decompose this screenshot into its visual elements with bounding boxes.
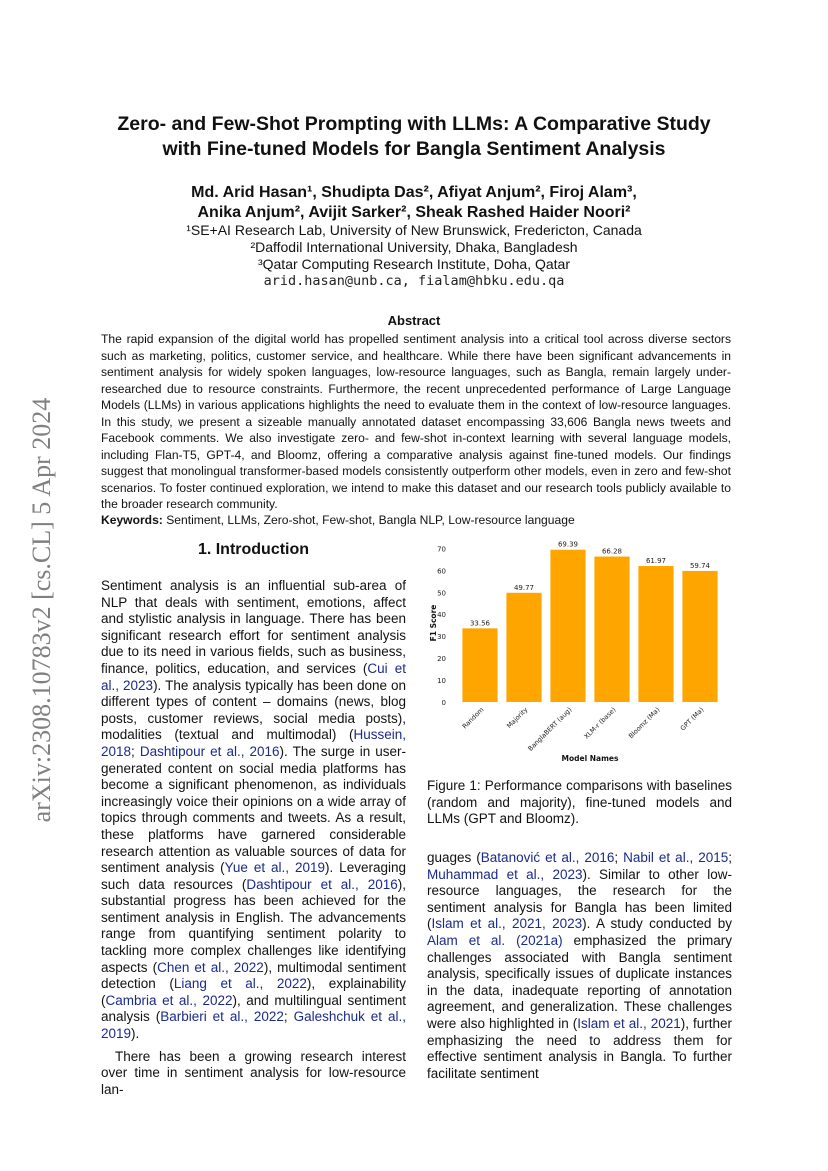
citation-link[interactable]: Batanović et al., 2016 [480, 850, 615, 865]
affiliation-2: ²Daffodil International University, Dhaka, Bangladesh [250, 239, 578, 255]
text-span: ), multimodal sentiment detection ( [101, 959, 406, 992]
text-span: ). Similar to other low-resource languages, the research for the sentiment analysis for Bangla has been limited ( [427, 866, 732, 932]
paper-title [60, 112, 768, 162]
citation-link[interactable]: Cui et al., 2023 [101, 660, 406, 693]
left-column-text [101, 578, 406, 1098]
intro-paragraph-1 [101, 578, 406, 1043]
text-span: Sentiment analysis is an influential sub-area of NLP that deals with sentiment, emotions, affect and stylistic analysis in language. There has been significant research effort for sentiment analysis due to its need in various fields, such as business, finance, politics, education, and services ( [101, 578, 406, 676]
bar [594, 557, 629, 702]
intro-paragraph-2: There has been a growing research interest over time in sentiment analysis for low-resource lan- [101, 1048, 406, 1097]
bar-value-label: 49.77 [513, 583, 535, 592]
author-emails: arid.hasan@unb.ca, fialam@hbku.edu.qa [263, 273, 565, 289]
citation-link[interactable]: Hussein, 2018 [101, 727, 406, 759]
text-span: ). The surge in user-generated content on social media platforms has become a significant phenomenon, as individuals increasingly voice their opinions on a wide array of topics through comments and tweets. As a result, these platforms have garnered considerable research attention as valuable sources of data for sentiment analysis ( [101, 743, 406, 876]
text-span: ). The analysis typically has been done on different types of content – domains (news, blog posts, customer reviews, social media posts), modalities (textual and multimodal) ( [101, 677, 407, 743]
bar [638, 566, 673, 702]
bar-value-label: 66.28 [601, 547, 623, 556]
text-span: ; [614, 850, 624, 865]
citation-link[interactable]: Barbieri et al., 2022 [160, 1009, 284, 1025]
citation-link[interactable]: Chen et al., 2022 [157, 959, 264, 975]
right-column-text [427, 850, 732, 1082]
keywords-text: Sentiment, LLMs, Zero-shot, Few-shot, Bangla NLP, Low-resource language [162, 513, 575, 527]
affiliation-3: ³Qatar Computing Research Institute, Doha, Qatar [257, 256, 571, 272]
bar [506, 593, 541, 702]
text-span: ; [283, 1009, 294, 1025]
y-tick-label: 10 [437, 677, 446, 686]
text-span: guages ( [427, 850, 481, 865]
citation-link[interactable]: Yue et al., 2019 [224, 860, 326, 876]
citation-link[interactable]: Liang et al., 2022 [173, 976, 307, 992]
y-tick-label: 50 [437, 589, 446, 598]
abstract-heading: Abstract [387, 313, 441, 328]
x-tick-label: Majority [505, 705, 530, 730]
figure-caption: Figure 1: Performance comparisons with baselines (random and majority), fine-tuned models and LLMs (GPT and Bloomz). [427, 778, 732, 827]
x-tick-label: BanglaBERT (aug) [526, 705, 574, 753]
x-axis-label: Model Names [561, 754, 619, 763]
text-span: ; [728, 850, 732, 865]
text-span: ), explainability ( [101, 976, 406, 1008]
bar-value-label: 59.74 [689, 561, 711, 570]
chart-bars [462, 547, 717, 702]
y-tick-label: 30 [437, 633, 446, 642]
authors-line-1: Md. Arid Hasan¹, Shudipta Das², Afiyat Anjum², Firoj Alam³, [191, 184, 637, 201]
bar [682, 571, 717, 702]
x-tick-label: Random [460, 705, 486, 731]
bar-value-label: 69.39 [557, 540, 579, 549]
f1-score-bar-chart [420, 540, 730, 770]
title-line-2: with Fine-tuned Models for Bangla Sentiment Analysis [162, 138, 666, 160]
text-span: emphasized the primary challenges associated with Bangla sentiment analysis, specifically issues of duplicate instances in the data, inadequate reporting of annotation agreement, and generalization. These challenges were also highlighted in ( [427, 932, 732, 1031]
y-tick-label: 60 [437, 567, 446, 576]
text-span: ). [131, 1026, 140, 1042]
citation-link[interactable]: Islam et al., 2021 [577, 1015, 681, 1031]
author-list [80, 183, 748, 223]
title-line-1: Zero- and Few-Shot Prompting with LLMs: A Comparative Study [117, 113, 711, 135]
keywords-label: Keywords: [101, 513, 163, 527]
y-tick-label: 70 [437, 545, 446, 554]
text-span: ). Leveraging such data resources ( [101, 860, 406, 892]
section-heading-introduction: 1. Introduction [197, 541, 310, 558]
citation-link[interactable]: Dashtipour et al., 2016 [246, 876, 398, 892]
text-span: ). A study conducted by [582, 916, 732, 932]
y-axis-label: F1 Score [429, 604, 438, 642]
text-span: ; [131, 743, 140, 759]
authors-line-2: Anika Anjum², Avijit Sarker², Sheak Rashed Haider Noori² [197, 204, 631, 221]
citation-link[interactable]: Nabil et al., 2015 [623, 850, 729, 865]
arxiv-identifier-stamp: arXiv:2308.10783v2 [cs.CL] 5 Apr 2024 [27, 397, 56, 823]
text-span: ), substantial progress has been achieved for the sentiment analysis in English. The advancements range from quantifying sentiment polarity to tackling more complex challenges like identifying aspects ( [101, 876, 406, 975]
affiliation-1: ¹SE+AI Research Lab, University of New Brunswick, Fredericton, Canada [186, 222, 642, 238]
citation-link[interactable]: Muhammad et al., 2023 [427, 866, 583, 882]
bar [550, 550, 585, 702]
x-tick-label: XLM-r (base) [582, 705, 618, 741]
bar [462, 628, 497, 702]
citation-link[interactable]: Cambria et al., 2022 [105, 992, 233, 1008]
citation-link[interactable]: Galeshchuk et al., 2019 [101, 1009, 406, 1042]
y-tick-label: 40 [437, 611, 446, 620]
citation-link[interactable]: Alam et al. (2021a) [427, 932, 563, 948]
x-tick-label: GPT (Ma) [678, 705, 706, 733]
abstract-body: The rapid expansion of the digital world has propelled sentiment analysis into a critical tool across diverse sectors such as marketing, politics, customer service, and healthcare. While there have been significant advancements in sentiment analysis for widely spoken languages, low-resource languages, such as Bangla, remain largely under-researched due to resource constraints. Furthermore, the recent unprecedented performance of Large Language Models (LLMs) in various applications highlights the need to evaluate them in the context of low-resource languages. In this study, we present a sizeable manually annotated dataset encompassing 33,606 Bangla news tweets and Facebook comments. We also investigate zero- and few-shot in-context learning with several language models, including Flan-T5, GPT-4, and Bloomz, offering a comparative analysis against fine-tuned models. Our findings suggest that monolingual transformer-based models consistently outperform other models, even in zero and few-shot scenarios. To foster continued exploration, we intend to make this dataset and our research tools publicly available to the broader research community. [101, 332, 731, 511]
keywords [101, 513, 731, 527]
y-tick-label: 20 [437, 655, 446, 664]
citation-link[interactable]: Dashtipour et al., 2016 [139, 743, 280, 759]
y-tick-label: 0 [441, 699, 446, 707]
bar-value-label: 33.56 [469, 619, 491, 628]
text-span: ), further emphasizing the need to address them for effective sentiment analysis in Bangla. To further facilitate sentiment [427, 1015, 733, 1081]
citation-link[interactable]: Islam et al., 2021, 2023 [431, 916, 583, 932]
x-tick-label: Bloomz (Ma) [626, 705, 662, 741]
text-span: ), and multilingual sentiment analysis ( [101, 992, 406, 1025]
bar-value-label: 61.97 [645, 557, 667, 566]
